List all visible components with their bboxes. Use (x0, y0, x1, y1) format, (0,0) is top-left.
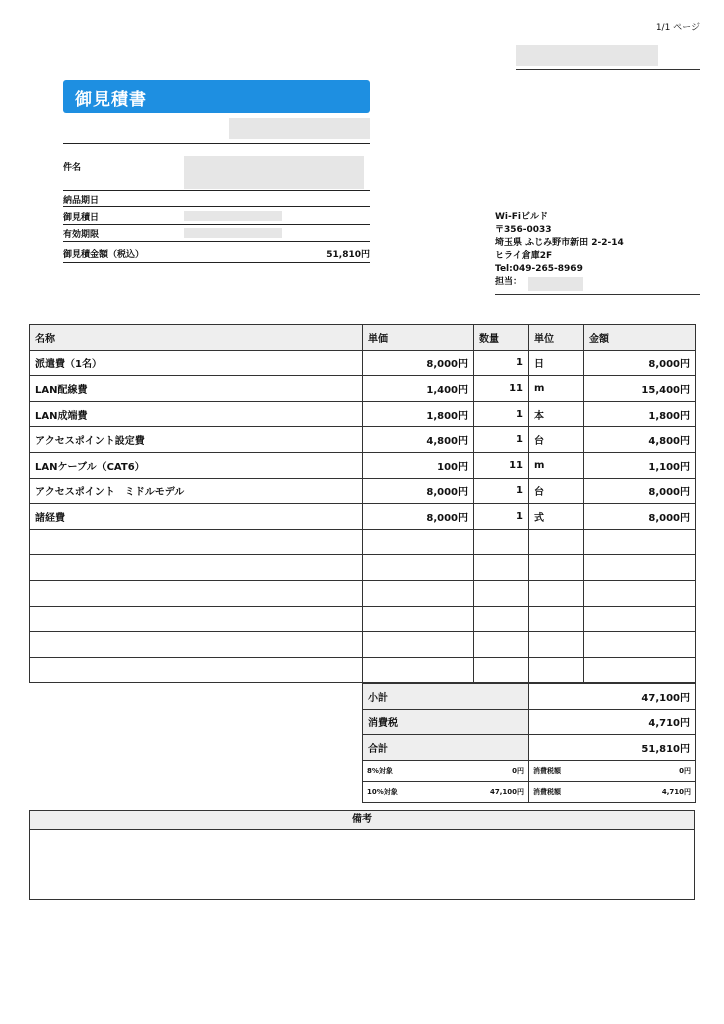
item-price (363, 529, 474, 555)
total-label: 合計 (363, 735, 529, 761)
item-qty: 1 (474, 350, 529, 376)
table-row (363, 735, 696, 761)
subject-redacted (184, 156, 364, 189)
tax-amount-label: 消費税額 (529, 761, 609, 782)
item-qty (474, 632, 529, 658)
item-name (30, 555, 363, 581)
item-unit: 式 (529, 504, 584, 530)
item-amount (584, 606, 696, 632)
item-unit (529, 555, 584, 581)
item-amount: 15,400円 (584, 376, 696, 402)
valid-until-label: 有効期限 (63, 230, 100, 240)
item-amount (584, 657, 696, 683)
item-qty (474, 657, 529, 683)
item-price: 1,400円 (363, 376, 474, 402)
item-price (363, 606, 474, 632)
item-unit (529, 657, 584, 683)
table-row (30, 452, 696, 478)
subtotal-label: 小計 (363, 684, 529, 710)
divider (63, 262, 370, 263)
document-title: 御見積書 (63, 80, 370, 113)
item-price: 4,800円 (363, 427, 474, 453)
header-name: 名称 (30, 325, 363, 351)
items-table (29, 324, 696, 683)
item-amount (584, 632, 696, 658)
item-price: 1,800円 (363, 401, 474, 427)
item-unit (529, 606, 584, 632)
item-qty: 1 (474, 478, 529, 504)
tax-amount-label: 消費税額 (529, 782, 609, 803)
item-unit (529, 632, 584, 658)
company-name: Wi-Fiビルド (495, 212, 548, 222)
item-price (363, 632, 474, 658)
divider (63, 206, 370, 207)
item-price: 8,000円 (363, 350, 474, 376)
item-name (30, 632, 363, 658)
table-row (30, 427, 696, 453)
table-row (30, 376, 696, 402)
empty-row (30, 632, 696, 658)
item-price (363, 555, 474, 581)
totals-table (362, 683, 696, 761)
table-row (30, 401, 696, 427)
item-amount: 4,800円 (584, 427, 696, 453)
tax-value: 4,710円 (529, 709, 696, 735)
redacted-block (516, 45, 658, 66)
item-unit: m (529, 376, 584, 402)
item-qty: 11 (474, 376, 529, 402)
item-name: 派遣費（1名） (30, 350, 363, 376)
item-amount: 8,000円 (584, 350, 696, 376)
item-price: 8,000円 (363, 478, 474, 504)
item-qty: 11 (474, 452, 529, 478)
item-qty: 1 (474, 401, 529, 427)
tax-target-value: 47,100円 (443, 782, 529, 803)
tax-label: 消費税 (363, 709, 529, 735)
company-tel: Tel:049-265-8969 (495, 264, 583, 274)
item-qty (474, 606, 529, 632)
empty-row (30, 580, 696, 606)
estimate-date-redacted (184, 211, 282, 221)
item-price: 100円 (363, 452, 474, 478)
item-unit (529, 580, 584, 606)
tax-target-value: 0円 (443, 761, 529, 782)
item-qty (474, 555, 529, 581)
total-amount-value: 51,810円 (326, 250, 370, 260)
divider (63, 224, 370, 225)
item-amount: 1,800円 (584, 401, 696, 427)
item-qty: 1 (474, 427, 529, 453)
tax-amount-value: 4,710円 (609, 782, 696, 803)
divider (495, 294, 700, 295)
empty-row (30, 606, 696, 632)
item-qty (474, 529, 529, 555)
empty-row (30, 529, 696, 555)
header-qty: 数量 (474, 325, 529, 351)
item-amount (584, 580, 696, 606)
tax-amount-value: 0円 (609, 761, 696, 782)
header-amount: 金額 (584, 325, 696, 351)
item-name: アクセスポイント設定費 (30, 427, 363, 453)
recipient-redacted (229, 118, 370, 139)
table-row (30, 478, 696, 504)
item-name: LAN配線費 (30, 376, 363, 402)
page-number: 1/1 ページ (655, 23, 700, 33)
divider (63, 143, 370, 144)
items-body (30, 350, 696, 683)
table-row (363, 684, 696, 710)
item-amount: 8,000円 (584, 504, 696, 530)
table-header-row (30, 325, 696, 351)
tax-target-label: 8%対象 (363, 761, 443, 782)
item-name: LAN成端費 (30, 401, 363, 427)
table-row (30, 504, 696, 530)
valid-until-redacted (184, 228, 282, 238)
person-redacted (528, 277, 583, 291)
table-row (363, 709, 696, 735)
item-price (363, 657, 474, 683)
divider (63, 241, 370, 242)
person-label: 担当： (495, 277, 523, 287)
item-unit: 台 (529, 427, 584, 453)
item-unit (529, 529, 584, 555)
table-row (363, 761, 696, 782)
item-name (30, 580, 363, 606)
item-amount: 8,000円 (584, 478, 696, 504)
estimate-date-label: 御見積日 (63, 213, 100, 223)
item-qty: 1 (474, 504, 529, 530)
table-row (30, 350, 696, 376)
tax-breakdown-table (362, 760, 696, 803)
item-name: LANケーブル（CAT6） (30, 452, 363, 478)
item-amount (584, 555, 696, 581)
notes-header: 備考 (29, 810, 695, 830)
empty-row (30, 657, 696, 683)
total-amount-label: 御見積金額（税込） (63, 250, 145, 260)
header-price: 単価 (363, 325, 474, 351)
item-qty (474, 580, 529, 606)
company-postal: 〒356-0033 (495, 225, 552, 235)
item-name: 諸経費 (30, 504, 363, 530)
item-name (30, 529, 363, 555)
header-unit: 単位 (529, 325, 584, 351)
table-row (363, 782, 696, 803)
subtotal-value: 47,100円 (529, 684, 696, 710)
item-amount (584, 529, 696, 555)
item-amount: 1,100円 (584, 452, 696, 478)
item-unit: 日 (529, 350, 584, 376)
tax-target-label: 10%対象 (363, 782, 443, 803)
divider (63, 190, 370, 191)
item-unit: m (529, 452, 584, 478)
item-unit: 台 (529, 478, 584, 504)
item-name: アクセスポイント ミドルモデル (30, 478, 363, 504)
subject-label: 件名 (63, 163, 82, 173)
empty-row (30, 555, 696, 581)
item-name (30, 657, 363, 683)
company-building: ヒライ倉庫2F (495, 251, 553, 261)
item-price (363, 580, 474, 606)
item-name (30, 606, 363, 632)
divider (516, 69, 700, 70)
total-value: 51,810円 (529, 735, 696, 761)
delivery-label: 納品期日 (63, 196, 100, 206)
item-price: 8,000円 (363, 504, 474, 530)
item-unit: 本 (529, 401, 584, 427)
notes-body[interactable] (29, 829, 695, 900)
company-address: 埼玉県 ふじみ野市新田 2-2-14 (495, 238, 624, 248)
